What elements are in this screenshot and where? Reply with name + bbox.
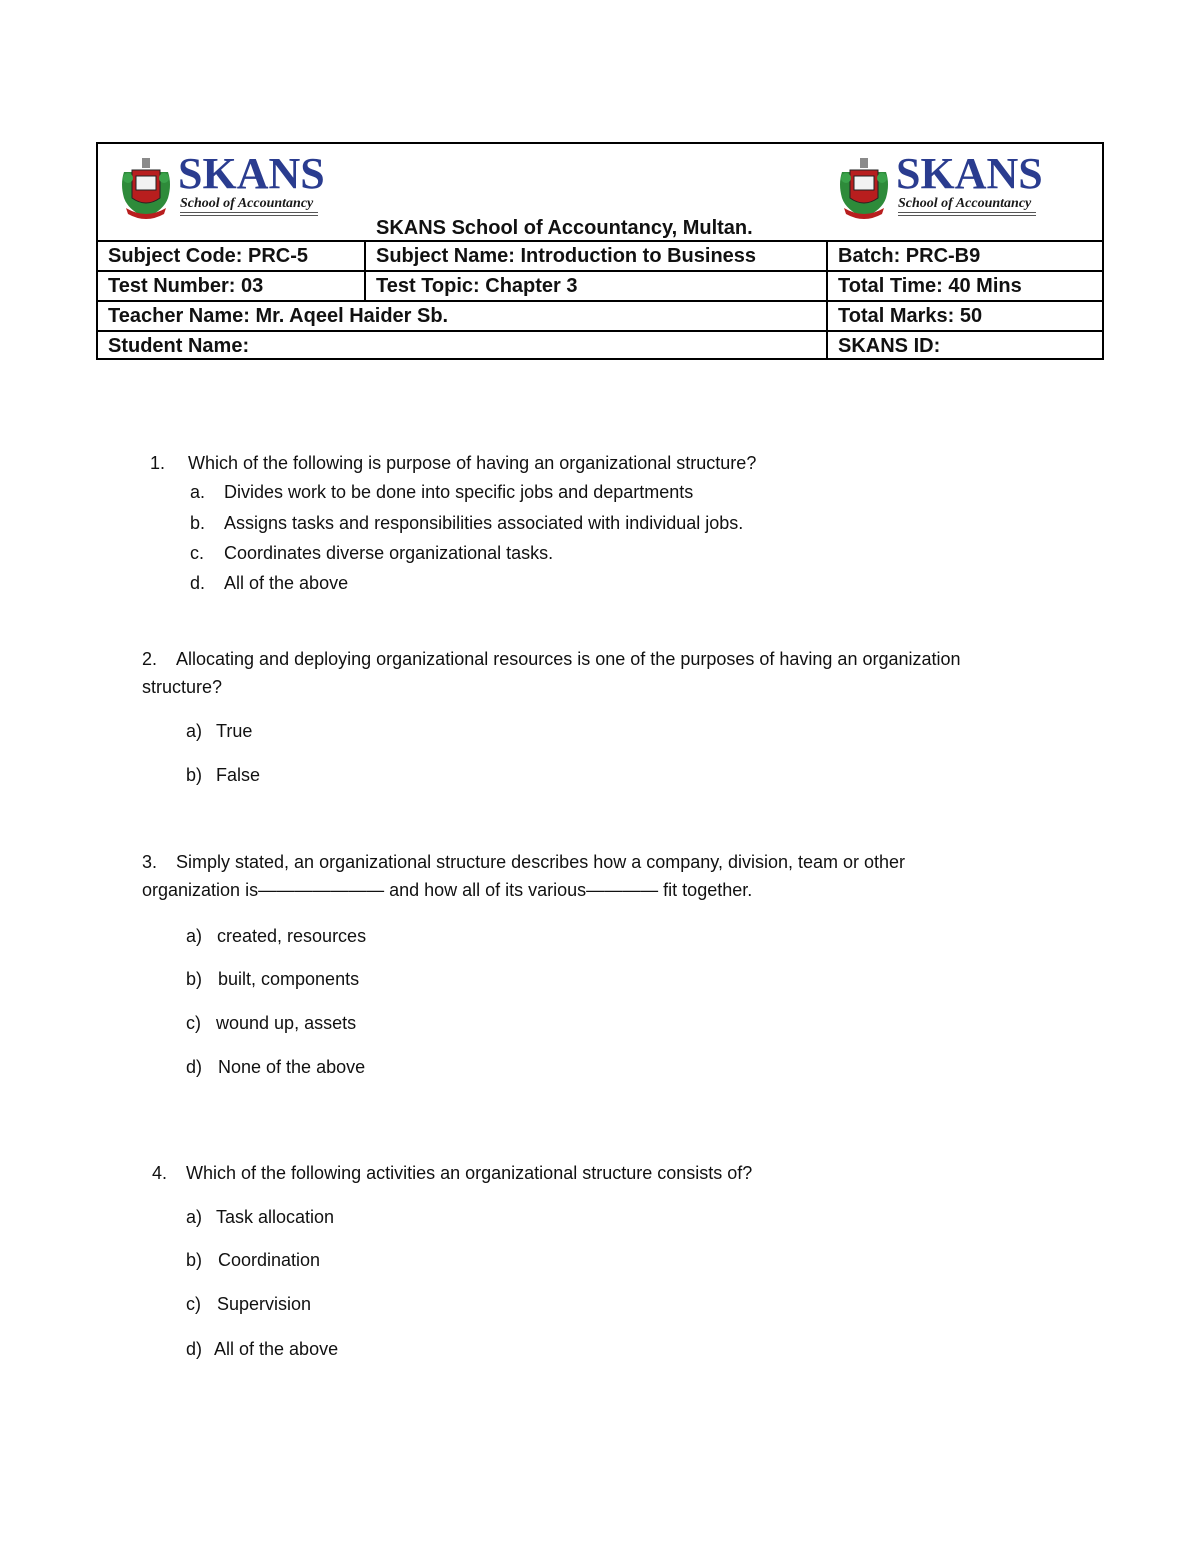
option-text: built, components [218, 969, 360, 989]
option[interactable] [186, 1012, 356, 1034]
school-logo-right [836, 149, 1043, 222]
test-number: Test Number: 03 [108, 275, 264, 297]
option-text: Coordination [218, 1250, 321, 1270]
option-text: Supervision [217, 1294, 312, 1314]
question-3-line2 [142, 879, 752, 901]
option-text: Divides work to be done into specific jobs and departments [224, 482, 694, 502]
option-label: b) [186, 969, 203, 989]
logo-rule [898, 212, 1036, 213]
option[interactable] [186, 720, 252, 742]
question-text: structure? [142, 677, 223, 697]
option-label: a. [190, 482, 206, 502]
option-label: a) [186, 1207, 203, 1227]
school-logo-left [118, 149, 325, 222]
total-marks: Total Marks: 50 [826, 302, 1104, 330]
option[interactable] [186, 1293, 311, 1315]
option[interactable] [190, 481, 693, 503]
test-topic: Test Topic: Chapter 3 [364, 272, 826, 300]
logo-rule [180, 212, 318, 213]
option-label: c) [186, 1294, 201, 1314]
question-text: Allocating and deploying organizational resources is one of the purposes of having an organization [176, 649, 961, 669]
option-label: d) [186, 1339, 203, 1359]
option-label: d. [190, 573, 206, 593]
header-row-subject [98, 242, 1102, 272]
question-number: 3. [142, 852, 158, 872]
batch: Batch: PRC-B9 [826, 242, 1104, 270]
option-text: All of the above [224, 573, 349, 593]
document-title: SKANS School of Accountancy, Multan. [376, 217, 753, 239]
question-2-line2 [142, 676, 222, 698]
total-time: Total Time: 40 Mins [826, 272, 1104, 300]
option-text: True [216, 721, 253, 741]
option-text: False [216, 765, 261, 785]
option[interactable] [186, 1056, 365, 1078]
header-banner [98, 144, 1102, 242]
logo-subtitle-text: School of Accountancy [898, 196, 1032, 211]
question-number: 4. [152, 1163, 168, 1183]
option[interactable] [186, 764, 260, 786]
option[interactable] [186, 1206, 334, 1228]
option-text: None of the above [218, 1057, 366, 1077]
option[interactable] [190, 512, 743, 534]
question-text: Simply stated, an organizational structure describes how a company, division, team or other [176, 852, 906, 872]
logo-rule [180, 215, 318, 216]
option-text: created, resources [217, 926, 367, 946]
question-text: Which of the following activities an organizational structure consists of? [186, 1163, 753, 1183]
option-label: c) [186, 1013, 201, 1033]
logo-brand-text: SKANS [178, 149, 325, 198]
option-label: c. [190, 543, 205, 563]
option[interactable] [186, 1249, 320, 1271]
question-number: 2. [142, 649, 158, 669]
question-number: 1. [150, 453, 166, 473]
option-label: a) [186, 721, 203, 741]
option[interactable] [186, 968, 359, 990]
question-3 [142, 851, 905, 873]
header-row-student [98, 332, 1102, 360]
header-table [96, 142, 1104, 360]
student-name-field[interactable]: Student Name: [108, 335, 250, 357]
option-label: b) [186, 765, 203, 785]
crest-icon [118, 154, 174, 222]
option-label: b) [186, 1250, 203, 1270]
option[interactable] [186, 1338, 338, 1360]
logo-subtitle-text: School of Accountancy [180, 196, 314, 211]
header-row-teacher [98, 302, 1102, 332]
option-label: d) [186, 1057, 203, 1077]
logo-rule [898, 215, 1036, 216]
option-text: Assigns tasks and responsibilities associated with individual jobs. [224, 513, 744, 533]
option-text: All of the above [214, 1339, 339, 1359]
crest-icon [836, 154, 892, 222]
option[interactable] [190, 572, 348, 594]
teacher-name: Teacher Name: Mr. Aqeel Haider Sb. [108, 305, 449, 327]
option[interactable] [190, 542, 553, 564]
question-text: organization is——————— and how all of its various———— fit together. [142, 880, 753, 900]
question-1 [150, 452, 756, 474]
option-label: b. [190, 513, 206, 533]
option-text: wound up, assets [216, 1013, 357, 1033]
option[interactable] [186, 925, 366, 947]
option-text: Task allocation [216, 1207, 335, 1227]
question-4 [152, 1162, 752, 1184]
question-text: Which of the following is purpose of having an organizational structure? [188, 453, 757, 473]
subject-name: Subject Name: Introduction to Business [364, 242, 826, 270]
option-label: a) [186, 926, 203, 946]
header-row-test [98, 272, 1102, 302]
logo-brand-text: SKANS [896, 149, 1043, 198]
subject-code: Subject Code: PRC-5 [108, 245, 309, 267]
skans-id-field[interactable]: SKANS ID: [826, 332, 1104, 360]
option-text: Coordinates diverse organizational tasks. [224, 543, 554, 563]
question-2 [142, 648, 961, 670]
